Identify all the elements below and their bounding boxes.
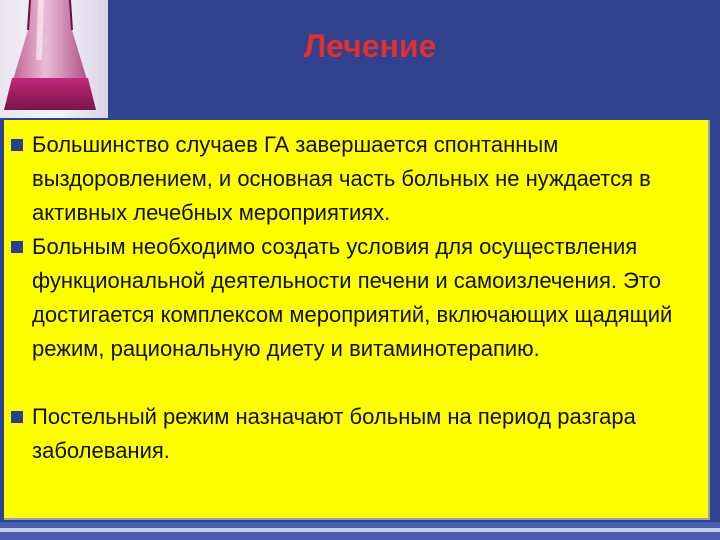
content-box <box>4 120 710 520</box>
bullet-square-icon <box>11 139 23 151</box>
bullet-text: Постельный режим назначают больным на период разгара заболевания. <box>32 404 636 463</box>
bullet-text: Большинство случаев ГА завершается спонтанным выздоровлением, и основная часть больных не нуждается в активных лечебных мероприятиях. <box>32 132 651 225</box>
slide-title: Лечение <box>303 28 437 64</box>
bullet-text: Больным необходимо создать условия для осуществления функциональной деятельности печени и самоизлечения. Это достигается комплексом мероприятий, включающих щадящий режим, рациональную диету и витаминотерапию. <box>32 234 673 361</box>
footer-divider <box>0 528 720 532</box>
bullet-square-icon <box>11 411 23 423</box>
flask-icon <box>0 0 108 118</box>
bullet-square-icon <box>11 241 23 253</box>
flask-image <box>0 0 108 118</box>
